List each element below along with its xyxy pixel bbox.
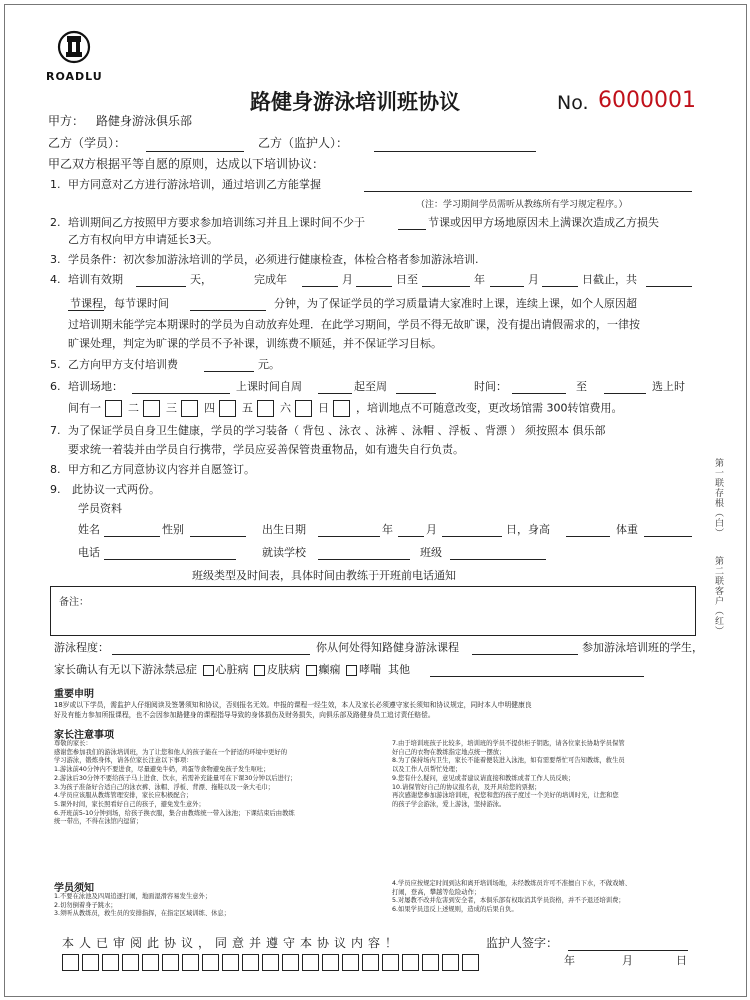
student-rules-title: 学员须知 <box>54 883 94 894</box>
name-box[interactable] <box>302 954 319 971</box>
heart-disease-checkbox[interactable] <box>203 665 214 676</box>
swim-level-field[interactable] <box>112 654 310 655</box>
name-box[interactable] <box>62 954 79 971</box>
clause-1-field[interactable] <box>364 191 692 192</box>
si-height-field[interactable] <box>566 536 610 537</box>
clause-4-month2-label: 月 <box>528 273 539 286</box>
si-weight-field[interactable] <box>644 536 692 537</box>
logo-emblem-icon <box>46 28 102 66</box>
parent-right-line: 10.请保管好自己的协议报名表，及开具给您的票据； <box>392 783 541 791</box>
parent-notice-title: 家长注意事项 <box>54 730 114 741</box>
other-condition-field[interactable] <box>430 676 644 677</box>
heart-disease-label: 心脏病 <box>215 663 249 676</box>
class-note: 班级类型及时间表，具体时间由教练于开班前电话通知 <box>192 569 456 582</box>
name-box[interactable] <box>102 954 119 971</box>
si-birth-day-field[interactable] <box>442 536 502 537</box>
skin-disease-checkbox[interactable] <box>254 665 265 676</box>
si-gender-label: 性别 <box>162 523 184 536</box>
weekday-thu-checkbox[interactable] <box>219 400 236 417</box>
clause-6-time-from-field[interactable] <box>512 393 566 394</box>
name-boxes[interactable] <box>62 952 484 970</box>
parent-left-line: 4.学员应该服从教练管理安排，家长应积极配合； <box>54 792 193 800</box>
student-right-line: 4.学员应按规定时间到达和离开培训场地，未经教练员许可不准擅自下水，不做戏嬉、 <box>392 880 631 887</box>
clause-9-num: 9. <box>50 483 61 496</box>
si-month-label: 月 <box>426 523 437 536</box>
clause-8-text: 甲方和乙方同意协议内容并自愿签订。 <box>68 463 255 476</box>
name-box[interactable] <box>442 954 459 971</box>
parent-left-line: 2.游泳后30分钟不要给孩子马上进食、饮水，若需补充能量可在下课30分钟以后进行； <box>54 774 297 782</box>
clause-4-days-unit: 天， <box>190 273 212 286</box>
weekday-wed-label: 三 <box>166 401 177 415</box>
clause-4-year1-field[interactable] <box>302 286 338 287</box>
clause-6-time-label: 时间： <box>474 380 507 393</box>
parent-notice-right <box>392 740 625 810</box>
source-label: 你从何处得知路健身游泳课程 <box>316 641 459 654</box>
clause-4-minutes-label: 分钟，为了保证学员的学习质量请大家准时上课，连续上课，如个人原因超 <box>274 297 637 310</box>
si-phone-label: 电话 <box>78 546 100 559</box>
student-rules-left <box>54 893 230 919</box>
clause-4-year2-label: 年 <box>474 273 485 286</box>
clause-4-days-field[interactable] <box>136 286 186 287</box>
parent-right-line: 7.由于培训班孩子比较多，培训班的学员不提供柜子钥匙，请各位家长协助学员保管 <box>392 740 625 747</box>
parent-left-line: 3.为孩子准备好合适自己的泳衣裤、泳帽、浮板、背漂、拖鞋以及一条大毛巾； <box>54 783 275 791</box>
party-b-guardian-label: 乙方（监护人）： <box>258 136 349 150</box>
party-b-student-field[interactable] <box>146 151 244 152</box>
parent-right-line: 以及工作人员帮忙处理； <box>392 766 462 774</box>
name-box[interactable] <box>222 954 239 971</box>
intro-text: 甲乙双方根据平等自愿的原则，达成以下培训协议： <box>48 157 325 171</box>
name-box[interactable] <box>342 954 359 971</box>
name-box[interactable] <box>402 954 419 971</box>
student-left-line: 2.切勿倒着身子跳水； <box>54 901 117 909</box>
clause-4-minutes-field[interactable] <box>190 310 266 311</box>
doc-number-label: No. <box>557 92 589 114</box>
si-name-field[interactable] <box>104 536 160 537</box>
clause-2-num: 2. <box>50 216 61 229</box>
clause-4-lessons-label: 节课程，每节课时间 <box>70 297 169 310</box>
swim-level-label: 游泳程度： <box>54 641 109 654</box>
weekday-wed-checkbox[interactable] <box>181 400 198 417</box>
parent-left-line: 学习游泳，锻炼身体，请各位家长注意以下事项： <box>54 757 193 765</box>
name-box[interactable] <box>362 954 379 971</box>
name-box[interactable] <box>142 954 159 971</box>
skin-disease-label: 皮肤病 <box>267 663 300 676</box>
name-box[interactable] <box>322 954 339 971</box>
clause-2-text-c: 乙方有权向甲方申请延长3天。 <box>68 233 218 246</box>
clause-1-text: 甲方同意对乙方进行游泳培训，通过培训乙方能掌握 <box>68 178 321 191</box>
name-box[interactable] <box>262 954 279 971</box>
si-day-height-label: 日，身高 <box>506 523 550 536</box>
si-gender-field[interactable] <box>190 536 246 537</box>
si-year-label: 年 <box>382 523 393 536</box>
clause-6-to-label: 起至周 <box>354 380 387 393</box>
important-title: 重要申明 <box>54 689 94 700</box>
doc-number: 6000001 <box>598 88 696 113</box>
name-box[interactable] <box>122 954 139 971</box>
clause-6-weekday-row <box>68 400 623 417</box>
clause-6-to-field[interactable] <box>396 393 436 394</box>
weekday-mon-checkbox[interactable] <box>105 400 122 417</box>
parent-left-line: 6.开班前5-10分钟到场，给孩子换衣服，集合由教练统一带入泳池；下课结束后由教练 <box>54 809 295 817</box>
weekday-tue-checkbox[interactable] <box>143 400 160 417</box>
weekday-thu-label: 四 <box>204 401 215 415</box>
si-grade-field[interactable] <box>450 559 546 560</box>
clause-8-num: 8. <box>50 463 61 476</box>
clause-6-select-label: 选上时 <box>652 380 685 393</box>
student-right-line: 5.对屡教不改并危害到安全者，本俱乐部有权取消其学员资格，并不予退还培训费； <box>392 897 625 905</box>
clause-4-total-field[interactable] <box>646 286 692 287</box>
clause-3-num: 3. <box>50 253 61 266</box>
source-suffix: 参加游泳培训班的学生， <box>582 641 703 654</box>
student-right-line: 6.如果学员违反上述规则，造成的后果自负。 <box>392 906 518 914</box>
party-b-guardian-field[interactable] <box>374 151 536 152</box>
si-name-label: 姓名 <box>78 523 100 536</box>
clause-1-num: 1. <box>50 178 61 191</box>
clause-4-text-c: 过培训期未能学完本期课时的学员为自动放弃处理．在此学习期间，学员不得无故旷课，没有提出请假需求的，一律按 <box>68 318 640 331</box>
clause-3-text: 学员条件：初次参加游泳培训的学员，必须进行健康检查，体检合格者参加游泳培训. <box>68 253 479 266</box>
clause-1-note: （注：学习期间学员需听从教练所有学习规定程序。） <box>416 200 628 210</box>
name-box[interactable] <box>282 954 299 971</box>
date-month: 月 <box>622 954 633 967</box>
parent-left-line: 1.游泳前40分钟内不要进食，尽量避免牛奶，鸡蛋等食物避免孩子发生呕吐； <box>54 766 270 774</box>
parent-right-line: 的孩子学会游泳，爱上游泳，坚持游泳。 <box>392 800 506 808</box>
epilepsy-label: 癫痫 <box>318 663 341 676</box>
weekday-sun-checkbox[interactable] <box>333 400 350 417</box>
si-birth-year-field[interactable] <box>318 536 380 537</box>
si-birth-month-field[interactable] <box>398 536 424 537</box>
parent-left-line: 统一带出，不得在泳馆内逗留； <box>54 818 143 826</box>
si-grade-label: 班级 <box>420 546 442 559</box>
clause-7-num: 7. <box>50 424 61 437</box>
weekday-fri-checkbox[interactable] <box>257 400 274 417</box>
clause-4-day1-field[interactable] <box>422 286 470 287</box>
clause-5-text-b: 元。 <box>258 358 280 371</box>
clause-4-month1-label: 月 <box>342 273 353 286</box>
epilepsy-checkbox[interactable] <box>306 665 317 676</box>
clause-2-field[interactable] <box>398 229 426 230</box>
parent-left-line: 5.课外时间，家长照看好自己的孩子，避免发生意外； <box>54 800 205 808</box>
si-phone-field[interactable] <box>104 559 236 560</box>
clause-2-text-b: 节课或因甲方场地原因未上满课次造成乙方损失 <box>428 216 659 229</box>
source-field[interactable] <box>472 654 578 655</box>
clause-6-end: ，培训地点不可随意改变，更改场馆需 300转馆费用。 <box>356 401 623 415</box>
si-weight-label: 体重 <box>616 523 638 536</box>
name-box[interactable] <box>462 954 479 971</box>
clause-6-time-to-field[interactable] <box>604 393 646 394</box>
clause-6-venue-label: 培训场地： <box>68 380 123 393</box>
parent-right-line: 再次感谢您参加游泳培训班，祝您和您的孩子度过一个美好的培训时光，让您和您 <box>392 792 619 800</box>
parent-notice-left <box>54 740 296 827</box>
clause-6-num: 6. <box>50 380 61 393</box>
clause-6-from-label: 上课时间自周 <box>236 380 302 393</box>
logo <box>46 28 103 83</box>
clause-6-venue-field[interactable] <box>132 393 230 394</box>
party-b-student-label: 乙方（学员）： <box>48 136 127 150</box>
si-birth-label: 出生日期 <box>262 523 306 536</box>
side-label-copy1: 第一联存根（白） <box>713 458 723 538</box>
student-left-line: 3.须听从教练员，救生员的安排指挥，在指定区域训练、休息； <box>54 910 231 918</box>
parent-confirm-label: 家长确认有无以下游泳禁忌症 <box>54 663 197 676</box>
important-body <box>54 700 532 720</box>
remark-box[interactable] <box>50 586 696 636</box>
date-year: 年 <box>564 954 575 967</box>
student-rules-right <box>392 880 631 915</box>
parent-right-line: 8.为了保持场内卫生，家长不能着便装进入泳池，如有需要帮忙可告知教练，救生员 <box>392 757 625 765</box>
si-school-field[interactable] <box>318 559 410 560</box>
student-info-title: 学员资料 <box>78 502 122 515</box>
remark-label: 备注： <box>59 597 89 608</box>
name-box[interactable] <box>202 954 219 971</box>
weekday-sun-label: 日 <box>318 401 329 415</box>
parent-right-line: 9.您有什么疑问，意见或者建议请直接和教练或者工作人员反映； <box>392 774 575 782</box>
clause-4-day1-label: 日至 <box>396 273 418 286</box>
name-box[interactable] <box>422 954 439 971</box>
agreement-text: 本人已审阅此协议，同意并遵守本协议内容！ <box>62 936 403 950</box>
student-right-line: 打闹，登高，攀越等危险动作； <box>392 888 481 896</box>
clause-5-text-a: 乙方向甲方支付培训费 <box>68 358 178 371</box>
clause-5-num: 5. <box>50 358 61 371</box>
important-line-2: 好及有能力参加所报课程，也不会因参加路健身的课程指导导致的身体损伤及财务损失，向俱乐部及路健身员工追讨责任赔偿。 <box>54 711 435 719</box>
clause-4-validity-label: 培训有效期 <box>68 273 123 286</box>
name-box[interactable] <box>182 954 199 971</box>
guardian-sign-label: 监护人签字： <box>486 936 559 950</box>
page-title: 路健身游泳培训班协议 <box>250 90 460 114</box>
clause-7-text-a: 为了保证学员自身卫生健康，学员的学习装备（ 背包 、泳衣 、泳裤 、泳帽 、浮板 、背漂 ） 须按照本 俱乐部 <box>68 424 606 437</box>
clause-9-text: 此协议一式两份。 <box>72 483 160 496</box>
weekday-sat-checkbox[interactable] <box>295 400 312 417</box>
name-box[interactable] <box>382 954 399 971</box>
logo-text: ROADLU <box>46 70 103 83</box>
si-school-label: 就读学校 <box>262 546 306 559</box>
date-day: 日 <box>676 954 687 967</box>
clause-4-complete-label: 完成年 <box>254 273 287 286</box>
party-a-label: 甲方： <box>48 114 85 128</box>
conditions-row <box>54 663 410 677</box>
student-left-line: 1.不要在泳池及四周追逐打闹，地面湿滑容易发生意外； <box>54 893 212 900</box>
clause-4-month2-field[interactable] <box>542 286 578 287</box>
clause-6-from-field[interactable] <box>318 393 352 394</box>
clause-7-text-b: 要求统一着装并由学员自行携带，学员应妥善保管贵重物品，如有遗失自行负责。 <box>68 443 464 456</box>
important-line-1: 18岁或以下学员，需监护人仔细阅读及签署须知和协议，否则报名无效。申报的课程一经生效，本人及家长必须遵守家长须知和协议规定，同时本人申明健康良 <box>54 701 532 709</box>
clause-4-text-d: 旷课处理，判定为旷课的学员不予补课，训练费不顺延，并不保证学习目标。 <box>68 337 442 350</box>
clause-4-year2-field[interactable] <box>490 286 524 287</box>
party-a-value: 路健身游泳俱乐部 <box>96 114 193 128</box>
name-box[interactable] <box>242 954 259 971</box>
other-condition-label: 其他 <box>388 663 410 676</box>
name-box[interactable] <box>162 954 179 971</box>
clause-4-month1-field[interactable] <box>356 286 392 287</box>
clause-6-time-to-label: 至 <box>576 380 587 393</box>
side-label-copy2: 第二联客户（红） <box>713 556 723 636</box>
clause-2-text-a: 培训期间乙方按照甲方要求参加培训练习并且上课时间不少于 <box>68 216 365 229</box>
clause-4-end-label: 日截止，共 <box>582 273 637 286</box>
page-frame <box>4 4 747 997</box>
asthma-label: 哮喘 <box>359 663 381 676</box>
weekday-prefix: 间有一 <box>68 401 101 415</box>
weekday-tue-label: 二 <box>128 401 139 415</box>
weekday-fri-label: 五 <box>242 401 253 415</box>
clause-4-num: 4. <box>50 273 61 286</box>
clause-5-fee-field[interactable] <box>204 371 254 372</box>
parent-right-line: 好自己的衣物在教练指定地点统一摆放； <box>392 748 506 756</box>
parent-left-line: 感谢您参加我们的游泳培训班，为了让您和他人的孩子能在一个舒适的环境中更好的 <box>54 748 287 756</box>
weekday-sat-label: 六 <box>280 401 291 415</box>
name-box[interactable] <box>82 954 99 971</box>
parent-left-line: 尊敬的家长： <box>54 740 92 747</box>
asthma-checkbox[interactable] <box>346 665 357 676</box>
guardian-sign-field[interactable] <box>568 950 688 951</box>
